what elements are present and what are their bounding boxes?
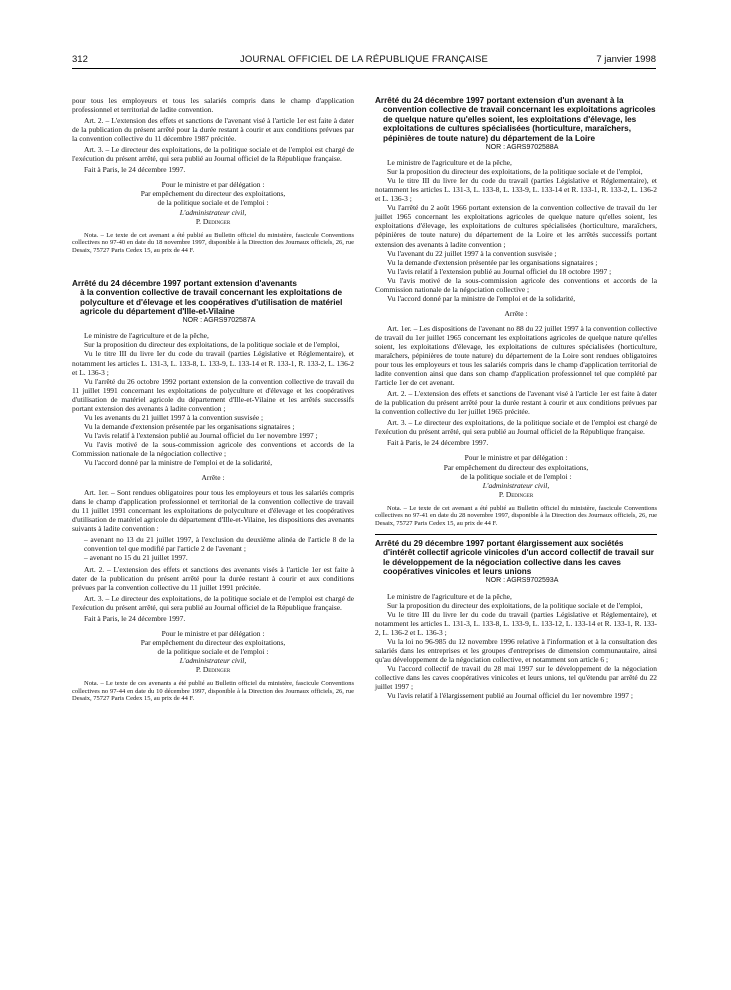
list-item: – avenant no 13 du 21 juillet 1997, à l'exclusion du deuxième alinéa de l'article 8 de la convention tel que modifié par l'article 2 de l'avenant ; [84, 535, 354, 554]
paragraph: Sur la proposition du directeur des exploitations, de la politique sociale et de l'emploi, [387, 167, 643, 177]
nota: Nota. – Le texte de cet avenant a été publié au Bulletin officiel du ministère, fascicule Conventions collectives no 97-40 en date du 18 novembre 1997, disponible à la Direction des Journaux officiels, 26, rue Desaix, 75727 Paris Cedex 15, au prix de 44 F. [72, 231, 354, 255]
paragraph: Vu l'arrêté du 26 octobre 1992 portant extension de la convention collective de travail du 11 juillet 1991 concernant les exploitations de polyculture et d'élevage et les coopératives d'utilisation de matériel agricole du département d'Ille-et-Vilaine et les arrêtés successifs portant extension des avenants à ladite convention ; [72, 376, 354, 413]
issue-date: 7 janvier 1998 [596, 54, 656, 65]
decree-title: Arrêté du 24 décembre 1997 portant extension d'un avenant à la convention collective de travail concernant les exploitations agricoles de quelque nature qu'elles soient, les exploitations d'élevage, les exploitations de cultures spécialisées (horticulture, maraîchers, pépinières de toute nature) du département de la Loire [375, 96, 656, 143]
paragraph: Art. 3. – Le directeur des exploitations, de la politique sociale et de l'emploi est chargé de l'exécution du présent arrêté, qui sera publié au Journal officiel de la République française. [375, 418, 657, 437]
decree-title: Arrêté du 24 décembre 1997 portant extension d'avenants à la convention collective de travail concernant les exploitations de polyculture et d'élevage et les coopératives d'utilisation de matériel agricole du département d'Ille-et-Vilaine [72, 278, 343, 316]
left-column [72, 96, 354, 703]
paragraph: Sur la proposition du directeur des exploitations, de la politique sociale et de l'emploi, [387, 600, 643, 610]
paragraph: Vu l'avis relatif à l'extension publié au Journal officiel du 18 octobre 1997 ; [387, 266, 612, 276]
paragraph: Vu les avenants du 21 juillet 1997 à la convention susvisée ; [84, 412, 264, 422]
paragraph: Vu l'avis relatif à l'élargissement publié au Journal officiel du 1er novembre 1997 ; [387, 691, 633, 701]
page-header [72, 52, 656, 69]
paragraph: Art. 3. – Le directeur des exploitations, de la politique sociale et de l'emploi est chargé de l'exécution du présent arrêté, qui sera publié au Journal officiel de la République française. [72, 145, 354, 164]
decree-title: Arrêté du 29 décembre 1997 portant élargissement aux sociétés d'intérêt collectif agricole vinicoles d'un accord collectif de travail sur le développement de la négociation collective dans les caves coopératives vinicoles et leurs unions [375, 538, 654, 577]
signature-name: P. Dedinger [195, 216, 231, 226]
paragraph: Vu l'accord donné par la ministre de l'emploi et de la solidarité, [84, 458, 273, 468]
signature-line: Pour le ministre et par délégation : [464, 453, 568, 463]
paragraph: Vu la demande d'extension présentée par les organisations signataires ; [387, 257, 598, 267]
list-item: – avenant no 15 du 21 juillet 1997. [84, 553, 188, 563]
paragraph: Le ministre de l'agriculture et de la pêche, [387, 158, 512, 168]
paragraph: Vu l'avenant du 22 juillet 1997 à la convention susvisée ; [387, 248, 557, 258]
signature-line: Pour le ministre et par délégation : [161, 628, 265, 638]
paragraph: Vu le titre III du livre Ier du code du travail (parties Législative et Réglementaire), et notamment les articles L. 131-3, L. 133-8, L. 133-9, L. 133-12, L. 133-14 et R. 133-1, R. 133-2, L. 136-2 et L. 136-3 ; [375, 609, 657, 637]
paragraph: Vu l'accord collectif de travail du 28 mai 1997 sur le développement de la négociation collective dans les caves coopératives vinicoles et leurs unions, tel qu'étendu par arrêté du 22 juillet 1997 ; [375, 663, 657, 691]
paragraph: Art. 1er. – Les dispositions de l'avenant no 88 du 22 juillet 1997 à la convention collective de travail du 1er juillet 1965 concernant les exploitations agricoles de quelque nature qu'elles soient, les exploitations d'élevage, les exploitations de cultures spécialisées (horticulture, maraîchers, pépinières de toute nature) du département de la Loire sont rendues obligatoires pour tous les employeurs et tous les salariés compris dans le champ d'application territorial de ladite convention ainsi que dans son champ d'application professionnel tel que complété par l'article 1er de cet avenant. [375, 323, 657, 388]
paragraph: Vu l'avis motivé de la sous-commission agricole des conventions et accords de la Commission nationale de la négociation collective ; [375, 275, 657, 294]
paragraph: Vu la loi no 96-985 du 12 novembre 1996 relative à l'information et à la consultation des salariés dans les entreprises et les groupes d'entreprises de dimension communautaire, ainsi qu'au développement de la négociation collective, et notamment son article 6 ; [375, 636, 657, 664]
signature-line: Par empêchement du directeur des exploitations, [443, 462, 589, 472]
signature-line: L'administrateur civil, [179, 655, 247, 665]
nor-reference: NOR : AGRS9702593A [485, 577, 559, 585]
paragraph: Art. 1er. – Sont rendues obligatoires pour tous les employeurs et tous les salariés compris dans le champ d'application professionnel et territorial de la convention collective de travail du 11 juillet 1991 concernant les exploitations de polyculture et d'élevage et les coopératives d'utilisation de matériel agricole du département d'Ille-et-Vilaine, les dispositions des avenants suivants à ladite convention : [72, 488, 354, 534]
signature-line: Par empêchement du directeur des exploitations, [140, 637, 286, 647]
signature-line: Par empêchement du directeur des exploitations, [140, 189, 286, 199]
signature-line: L'administrateur civil, [179, 207, 247, 217]
paragraph: Le ministre de l'agriculture et de la pêche, [387, 591, 512, 601]
paragraph: Fait à Paris, le 24 décembre 1997. [387, 438, 489, 448]
paragraph: Vu la demande d'extension présentée par les organisations signataires ; [84, 421, 295, 431]
paragraph: Vu le titre III du livre Ier du code du travail (parties Législative et Réglementaire), et notamment les articles L. 131-3, L. 133-8, L. 133-9, L. 133-14 et R. 133-1, R. 133-2, L. 136-2 et L. 136-3 ; [375, 176, 657, 204]
journal-title: JOURNAL OFFICIEL DE LA RÉPUBLIQUE FRANÇAISE [239, 54, 489, 65]
paragraph: Art. 2. – L'extension des effets et sanctions des avenants visés à l'article 1er est faite à dater de la publication du présent arrêté pour la durée restant à courir et aux conditions prévues par la convention collective du 11 juillet 1991 précitée. [72, 564, 354, 592]
paragraph: Art. 2. – L'extension des effets et sanctions de l'avenant visé à l'article 1er est faite à dater de la publication du présent arrêté pour la durée restant à courir et aux conditions prévues par la convention collective du 11 décembre 1987 précitée. [72, 116, 354, 144]
section-divider [375, 534, 657, 577]
paragraph: Vu l'arrêté du 2 août 1966 portant extension de la convention collective de travail du 1er juillet 1965 concernant les exploitations agricoles de quelque nature qu'elles soient, les exploitations d'élevage, les exploitations de cultures spécialisées (horticulture, maraîchers, pépinières de toute nature) du département de la Loire et les arrêtés successifs portant extension des avenants à ladite convention ; [375, 203, 657, 249]
paragraph: pour tous les employeurs et tous les salariés compris dans le champ d'application professionnel et territorial de ladite convention. [72, 96, 354, 115]
paragraph: Sur la proposition du directeur des exploitations, de la politique sociale et de l'emploi, [84, 340, 340, 350]
page-number: 312 [72, 54, 88, 65]
paragraph: Vu l'avis relatif à l'extension publié au Journal officiel du 1er novembre 1997 ; [84, 430, 318, 440]
paragraph: Fait à Paris, le 24 décembre 1997. [84, 165, 186, 175]
nor-reference: NOR : AGRS9702587A [182, 317, 256, 325]
paragraph: Vu l'avis motivé de la sous-commission agricole des conventions et accords de la Commission nationale de la négociation collective ; [72, 439, 354, 458]
paragraph: Vu le titre III du livre Ier du code du travail (parties Législative et Réglementaire), et notamment les articles L. 131-3, L. 133-8, L. 133-9, L. 133-14 et R. 133-1, R. 133-2, L. 136-2 et L. 136-3 ; [72, 349, 354, 377]
signature-line: L'administrateur civil, [482, 480, 550, 490]
nor-reference: NOR : AGRS9702588A [485, 144, 559, 152]
nota: Nota. – Le texte de ces avenants a été publié au Bulletin officiel du ministère, fascicule Conventions collectives no 97-44 en date du 10 décembre 1997, disponible à la Direction des Journaux officiels, 26, rue Desaix, 75727 Paris Cedex 15, au prix de 44 F. [72, 680, 354, 703]
signature-name: P. Dedinger [195, 664, 231, 674]
paragraph: Vu l'accord donné par la ministre de l'emploi et de la solidarité, [387, 293, 576, 303]
signature-line: de la politique sociale et de l'emploi : [157, 198, 269, 208]
paragraph: Art. 3. – Le directeur des exploitations, de la politique sociale et de l'emploi est chargé de l'exécution du présent arrêté, qui sera publié au Journal officiel de la République française. [72, 593, 354, 612]
signature-line: de la politique sociale et de l'emploi : [157, 646, 269, 656]
signature-line: de la politique sociale et de l'emploi : [460, 471, 572, 481]
signature-name: P. Dedinger [498, 489, 534, 499]
paragraph: Art. 2. – L'extension des effets et sanctions de l'avenant visé à l'article 1er est faite à dater de la publication du présent arrêté pour la durée restant à courir et aux conditions prévues par la convention collective du 1er juillet 1965 précitée. [375, 389, 657, 417]
signature-line: Pour le ministre et par délégation : [161, 180, 265, 190]
arrete-heading: Arrête : [504, 308, 528, 318]
paragraph: Fait à Paris, le 24 décembre 1997. [84, 613, 186, 623]
paragraph: Le ministre de l'agriculture et de la pêche, [84, 331, 209, 341]
right-column [375, 96, 657, 700]
nota: Nota. – Le texte de cet avenant a été publié au Bulletin officiel du ministère, fascicule Conventions collectives no 97-41 en date du 28 novembre 1997, disponible à la Direction des Journaux officiels, 26, rue Desaix, 75727 Paris Cedex 15, au prix de 44 F. [375, 504, 657, 528]
arrete-heading: Arrête : [201, 473, 225, 483]
